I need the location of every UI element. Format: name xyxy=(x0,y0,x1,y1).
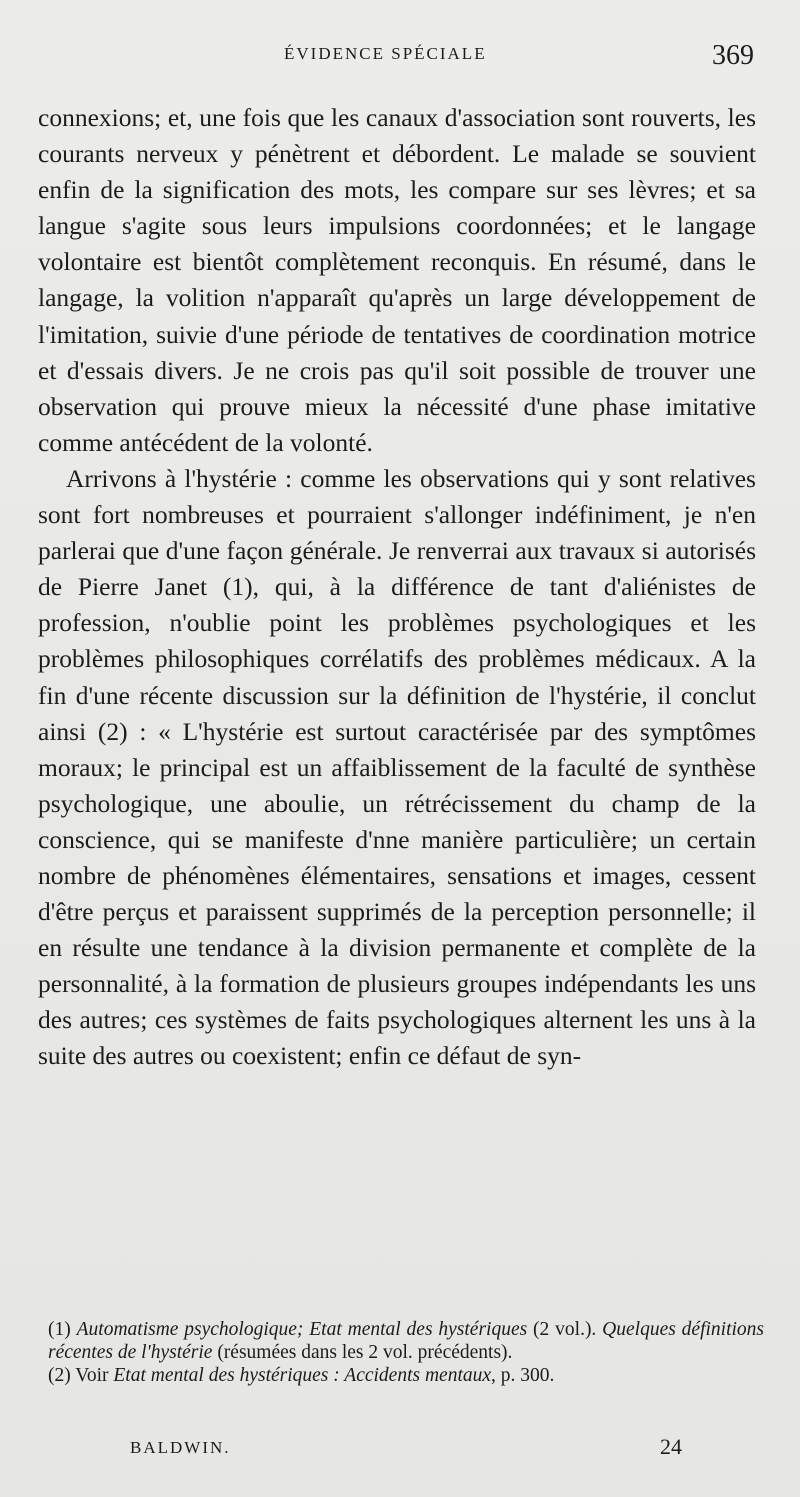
footnote-2 xyxy=(48,1364,764,1387)
footnote-1 xyxy=(48,1318,764,1364)
footnote-2-marker: (2) xyxy=(48,1365,71,1386)
footnotes xyxy=(48,1318,764,1387)
author-signature: BALDWIN. xyxy=(130,1438,231,1457)
footnote-1-title-1: Automatisme psychologique; Etat mental des hystériques xyxy=(76,1319,528,1340)
footnote-2-title-1: Etat mental des hystériques : Accidents mentaux xyxy=(113,1365,492,1386)
footnote-1-marker: (1) xyxy=(48,1319,71,1340)
paragraph-continuation: connexions; et, une fois que les canaux d'association sont rouverts, les courants nerveux y pénètrent et débordent. Le malade se souvient enfin de la signification des mots, les compare sur ses lèvres; et sa langue s'agite sous leurs impulsions coordonnées; et le langage volontaire est bientôt complètement reconquis. En résumé, dans le langage, la volition n'apparaît qu'après un large développement de l'imitation, suivie d'une période de tentatives de coordination motrice et d'essais divers. Je ne crois pas qu'il soit possible de trouver une observation qui prouve mieux la nécessité d'une phase imitative comme antécédent de la volonté. xyxy=(38,103,756,457)
printer-signature-mark: 24 xyxy=(660,1434,682,1459)
page-number: 369 xyxy=(712,40,754,71)
footnote-2-text-2: , p. 300. xyxy=(491,1365,555,1386)
body-text xyxy=(38,100,756,1075)
paragraph-hysteria: Arrivons à l'hystérie : comme les observations qui y sont relatives sont fort nombreuses et pourraient s'allonger indéfiniment, je n'en parlerai que d'une façon générale. Je renverrai aux travaux si autorisés de Pierre Janet (1), qui, à la différence de tant d'aliénistes de profession, n'oublie point les problèmes psychologiques et les problèmes philosophiques corrélatifs des problèmes médicaux. A la fin d'une récente discussion sur la définition de l'hystérie, il conclut ainsi (2) : « L'hystérie est surtout caractérisée par des symptômes moraux; le principal est un affaiblissement de la faculté de synthèse psychologique, une aboulie, un rétrécissement du champ de la conscience, qui se manifeste d'nne manière particulière; un certain nombre de phénomènes élémentaires, sensations et images, cessent d'être perçus et paraissent supprimés de la perception personnelle; il en résulte une tendance à la division permanente et complète de la personnalité, à la formation de plusieurs groupes indépendants les uns des autres; ces systèmes de faits psychologiques alternent les uns à la suite des autres ou coexistent; enfin ce défaut de syn- xyxy=(38,463,756,1071)
running-title: ÉVIDENCE SPÉCIALE xyxy=(284,44,487,63)
page-footer xyxy=(0,1434,800,1464)
footnote-1-text-1: (2 vol.). xyxy=(527,1319,603,1340)
footnote-1-title-2: Quelques définitions récentes de l'hystérie xyxy=(48,1319,765,1363)
running-head xyxy=(0,40,800,80)
footnote-1-text-2: (résumées dans les 2 vol. précédents). xyxy=(212,1342,513,1363)
footnote-2-text-1: Voir xyxy=(70,1365,114,1386)
